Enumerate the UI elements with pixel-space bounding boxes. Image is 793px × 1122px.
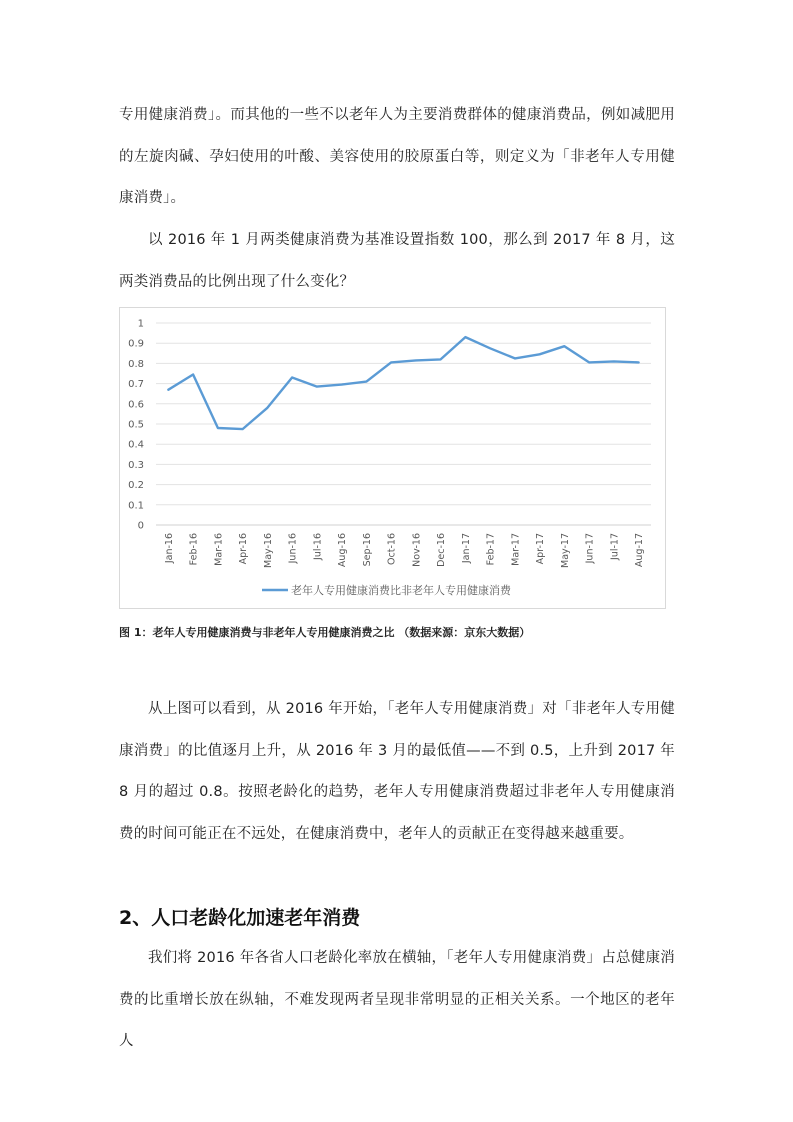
data-point	[465, 336, 467, 338]
data-point	[440, 359, 442, 361]
x-tick-label: Aug-16	[337, 533, 349, 568]
y-tick-label: 0.7	[128, 379, 144, 391]
y-tick-label: 0.5	[128, 419, 144, 431]
y-tick-label: 0	[137, 520, 144, 532]
y-tick-label: 0.4	[128, 439, 144, 451]
data-point	[514, 358, 516, 360]
data-point	[242, 428, 244, 430]
data-point	[168, 389, 170, 391]
data-point	[341, 384, 343, 386]
data-point	[539, 354, 541, 356]
y-tick-label: 1	[137, 318, 144, 330]
x-tick-label: Feb-16	[188, 533, 200, 566]
section-heading: 2、人口老龄化加速老年消费	[119, 907, 361, 929]
x-tick-label: Jul-16	[312, 533, 324, 560]
x-tick-label: Feb-17	[485, 533, 497, 566]
data-point	[267, 407, 269, 409]
legend-label: 老年人专用健康消费比非老年人专用健康消费	[291, 584, 511, 597]
y-tick-label: 0.3	[128, 459, 144, 471]
x-tick-label: Oct-16	[386, 533, 398, 565]
x-tick-label: May-16	[262, 533, 274, 568]
data-point	[613, 361, 615, 363]
paragraph-3: 从上图可以看到，从 2016 年开始，「老年人专用健康消费」对「非老年人专用健康消费」的比值逐月上升，从 2016 年 3 月的最低值——不到 0.5，上升到 2017 年 8 月的超过 0.8。按照老龄化的趋势，老年人专用健康消费超过非老年人专用健康消费的时间可能正在不远处，在健康消费中，老年人的贡献正在变得越来越重要。	[119, 701, 675, 842]
x-tick-label: May-17	[559, 533, 571, 568]
paragraph-4: 我们将 2016 年各省人口老龄化率放在横轴，「老年人专用健康消费」占总健康消费的比重增长放在纵轴，不难发现两者呈现非常明显的正相关关系。一个地区的老年人	[119, 950, 675, 1049]
figure-caption: 图 1：老年人专用健康消费与非老年人专用健康消费之比 （数据来源：京东大数据）	[119, 626, 531, 639]
x-tick-label: Jan-17	[460, 533, 472, 564]
data-point	[192, 374, 194, 376]
x-tick-label: Jul-17	[609, 533, 621, 560]
x-tick-label: Jun-16	[287, 533, 299, 564]
x-tick-label: Apr-17	[535, 533, 547, 565]
x-tick-label: Mar-17	[510, 533, 522, 566]
x-tick-label: Jan-16	[163, 533, 175, 564]
data-point	[415, 360, 417, 362]
y-tick-label: 0.2	[128, 480, 144, 492]
x-tick-label: Dec-16	[436, 533, 448, 567]
x-tick-label: Aug-17	[634, 533, 646, 568]
data-point	[316, 386, 318, 388]
paragraph-2: 以 2016 年 1 月两类健康消费为基准设置指数 100，那么到 2017 年 8 月，这两类消费品的比例出现了什么变化？	[119, 232, 675, 290]
data-point	[638, 362, 640, 364]
x-tick-label: Apr-16	[238, 533, 250, 565]
data-point	[588, 362, 590, 364]
x-tick-label: Jun-17	[584, 533, 596, 564]
data-point	[564, 345, 566, 347]
x-tick-label: Nov-16	[411, 533, 423, 567]
y-tick-label: 0.1	[128, 500, 144, 512]
data-point	[291, 377, 293, 379]
y-tick-label: 0.8	[128, 358, 144, 370]
line-chart	[120, 308, 667, 610]
y-tick-label: 0.6	[128, 399, 144, 411]
x-tick-label: Sep-16	[361, 533, 373, 567]
data-point	[390, 362, 392, 364]
y-tick-label: 0.9	[128, 338, 144, 350]
x-tick-label: Mar-16	[213, 533, 225, 566]
data-point	[489, 347, 491, 349]
chart-container	[119, 307, 666, 609]
data-point	[217, 427, 219, 429]
paragraph-1: 专用健康消费」。而其他的一些不以老年人为主要消费群体的健康消费品，例如减肥用的左旋肉碱、孕妇使用的叶酸、美容使用的胶原蛋白等，则定义为「非老年人专用健康消费」。	[119, 107, 675, 206]
data-point	[366, 381, 368, 383]
